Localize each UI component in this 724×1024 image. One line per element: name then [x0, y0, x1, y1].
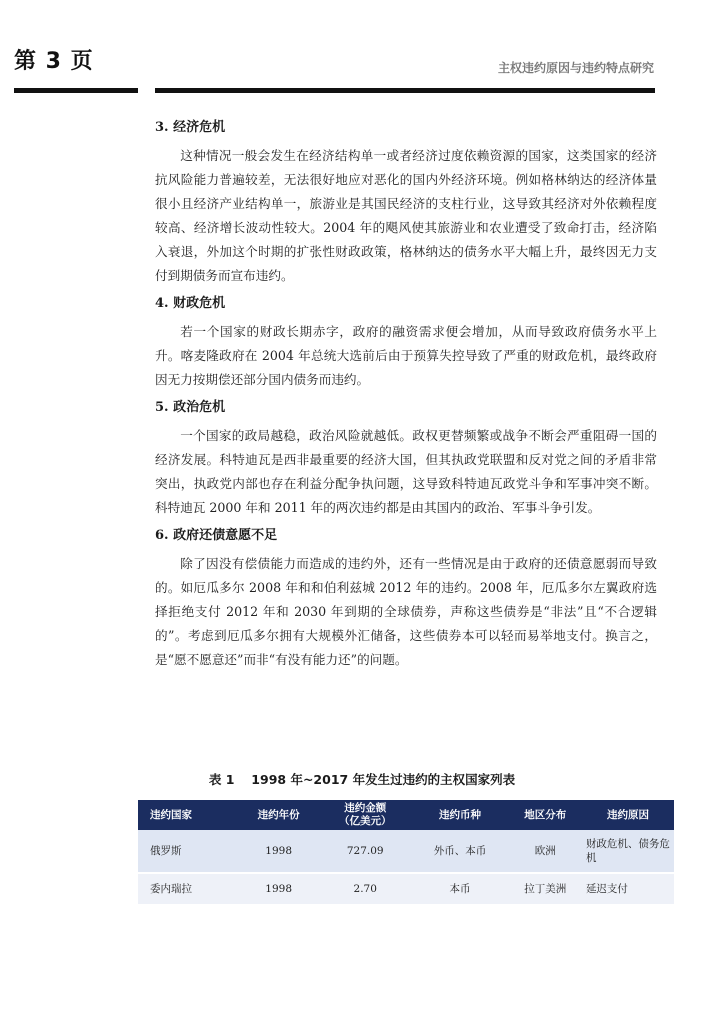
amount-header-line1: 违约金额: [344, 802, 387, 814]
table-header-row: [138, 800, 674, 830]
section-paragraph: 若一个国家的财政长期赤字，政府的融资需求便会增加，从而导致政府债务水平上升。喀麦隆政府在 2004 年总统大选前后由于预算失控导致了严重的财政危机，最终政府因无力按期偿还部分国内债务而违约。: [155, 324, 657, 387]
section-number: 5.: [155, 400, 169, 415]
table-caption: 表 1 1998 年~2017 年发生过违约的主权国家列表: [208, 772, 516, 787]
cell-reason: 财政危机、债务危机: [582, 830, 674, 873]
section-title: 财政危机: [173, 296, 226, 311]
amount-header-line2: （亿美元）: [338, 815, 392, 827]
page-number: 第 3 页: [14, 49, 94, 74]
cell-amount: 727.09: [319, 830, 411, 873]
body-content: [155, 118, 657, 678]
cell-currency: 本币: [411, 873, 508, 904]
cell-reason: 延迟支付: [582, 873, 674, 904]
cell-year: 1998: [238, 830, 319, 873]
section-heading: [155, 526, 657, 546]
section-number: 4.: [155, 296, 169, 311]
section-paragraph: 除了因没有偿债能力而造成的违约外，还有一些情况是由于政府的还债意愿弱而导致的。如厄瓜多尔 2008 年和和伯利兹城 2012 年的违约。2008 年，厄瓜多尔左翼政府选择拒绝支付 2012 年和 2030 年到期的全球债券，声称这些债券是“非法”且“不合逻辑的”。考虑到厄瓜多尔拥有大规模外汇储备，这些债券本可以轻而易举地支付。换言之，是“愿不愿意还”而非“有没有能力还”的问题。: [155, 556, 657, 667]
table-row: [138, 830, 674, 873]
column-header-country: 违约国家: [138, 800, 238, 830]
section-heading: [155, 294, 657, 314]
section-heading: [155, 118, 657, 138]
section-title: 政治危机: [173, 400, 226, 415]
column-header-reason: 违约原因: [582, 800, 674, 830]
section-title: 经济危机: [173, 120, 226, 135]
section-heading: [155, 398, 657, 418]
column-header-region: 地区分布: [509, 800, 582, 830]
header-rule-right: [155, 88, 655, 93]
cell-region: 欧洲: [509, 830, 582, 873]
cell-currency: 外币、本币: [411, 830, 508, 873]
section-paragraph: 这种情况一般会发生在经济结构单一或者经济过度依赖资源的国家，这类国家的经济抗风险能力普遍较差，无法很好地应对恶化的国内外经济环境。例如格林纳达的经济体量很小且经济产业结构单一，旅游业是其国民经济的支柱行业，这导致其经济对外依赖程度较高、经济增长波动性较大。2004 年的飓风使其旅游业和农业遭受了致命打击，经济陷入衰退，外加这个时期的扩张性财政政策，格林纳达的债务水平大幅上升，最终因无力支付到期债务而宣布违约。: [155, 148, 657, 283]
cell-region: 拉丁美洲: [509, 873, 582, 904]
cell-year: 1998: [238, 873, 319, 904]
column-header-year: 违约年份: [238, 800, 319, 830]
section-paragraph: 一个国家的政局越稳，政治风险就越低。政权更替频繁或战争不断会严重阻碍一国的经济发展。科特迪瓦是西非最重要的经济大国，但其执政党联盟和反对党之间的矛盾非常突出，执政党内部也存在利益分配争执问题，这导致科特迪瓦政党斗争和军事冲突不断。科特迪瓦 2000 年和 2011 年的两次违约都是由其国内的政治、军事斗争引发。: [155, 428, 657, 515]
section-economic-crisis: [155, 118, 657, 288]
section-fiscal-crisis: [155, 294, 657, 392]
cell-amount: 2.70: [319, 873, 411, 904]
section-title: 政府还债意愿不足: [173, 528, 278, 543]
section-number: 3.: [155, 120, 169, 135]
section-political-crisis: [155, 398, 657, 520]
header-rule-left: [14, 88, 138, 93]
cell-country: 俄罗斯: [138, 830, 238, 873]
running-title: 主权违约原因与违约特点研究: [497, 61, 654, 75]
table-row: [138, 873, 674, 904]
cell-country: 委内瑞拉: [138, 873, 238, 904]
section-number: 6.: [155, 528, 169, 543]
section-willingness: [155, 526, 657, 672]
column-header-amount: [319, 800, 411, 830]
default-table: [138, 800, 674, 904]
column-header-currency: 违约币种: [411, 800, 508, 830]
